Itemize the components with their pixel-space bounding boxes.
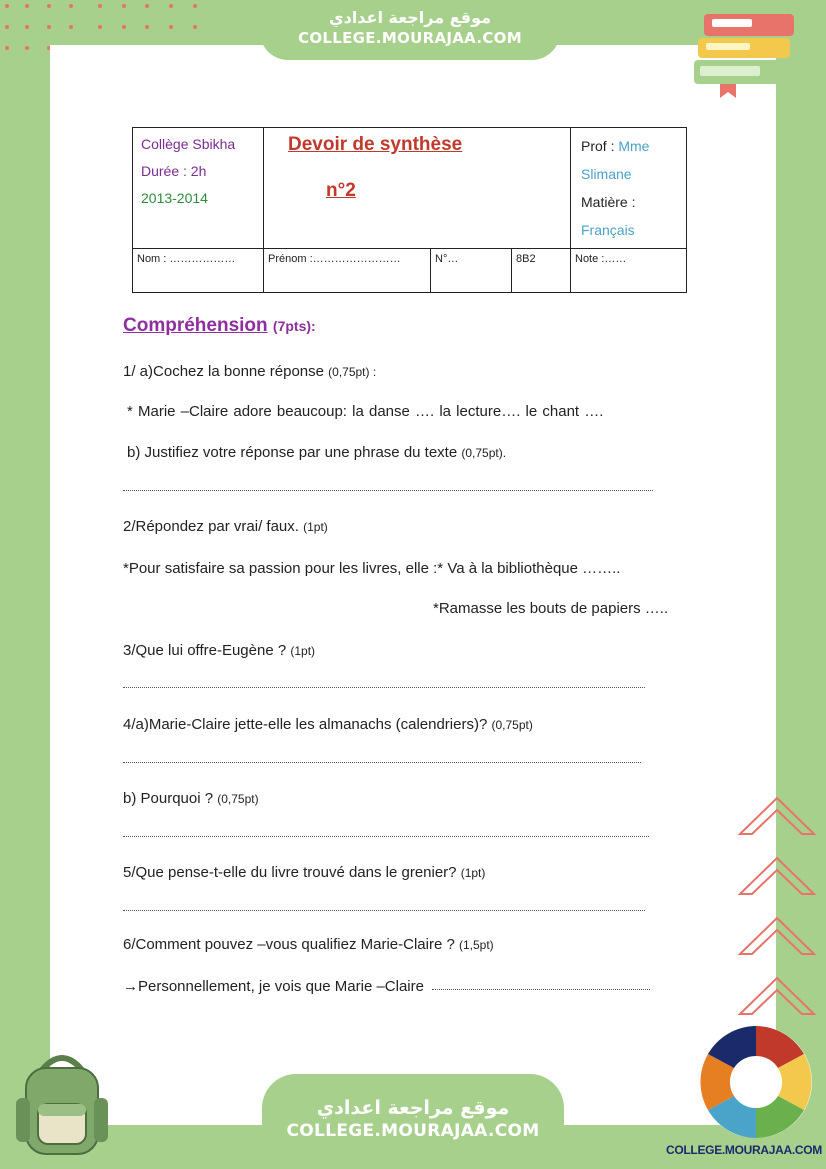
answer-line[interactable]	[123, 835, 649, 837]
question-2-line-2: *Ramasse les bouts de papiers …..	[433, 600, 669, 617]
title-cell	[264, 128, 571, 249]
name-field[interactable]: Nom : ………………	[133, 249, 264, 293]
chevron-up-icon	[734, 912, 820, 972]
question-5	[123, 864, 485, 881]
question-5-points: (1pt)	[460, 866, 486, 880]
logo-caption: COLLEGE.MOURAJAA.COM	[666, 1143, 823, 1157]
answer-line[interactable]	[123, 761, 641, 763]
section-points: (7pts):	[272, 318, 316, 334]
top-banner	[260, 0, 560, 60]
firstname-field[interactable]: Prénom :……………………	[264, 249, 431, 293]
prof-name: Mme Slimane	[581, 138, 650, 182]
question-1a-points: (0,75pt) :	[328, 365, 377, 379]
question-4b	[123, 790, 259, 807]
question-4b-text: b) Pourquoi ?	[123, 790, 214, 807]
question-1b-points: (0,75pt).	[461, 446, 507, 460]
question-3	[123, 642, 315, 659]
question-6	[123, 936, 494, 953]
banner-url[interactable]: COLLEGE.MOURAJAA.COM	[286, 1121, 540, 1141]
college-logo-icon	[694, 1022, 818, 1140]
school-info-cell	[133, 128, 264, 249]
bottom-banner	[262, 1074, 564, 1169]
number-field[interactable]: N°…	[431, 249, 512, 293]
question-4a-text: 4/a)Marie-Claire jette-elle les almanachs (calendriers)?	[123, 716, 488, 733]
prof-label: Prof :	[581, 138, 615, 154]
question-2-line-1: *Pour satisfaire sa passion pour les livres, elle :* Va à la bibliothèque ……..	[123, 560, 621, 577]
section-title-text: Compréhension	[123, 315, 268, 336]
question-6-text: 6/Comment pouvez –vous qualifiez Marie-Claire ?	[123, 936, 455, 953]
duration: Durée : 2h	[141, 163, 207, 179]
answer-line[interactable]	[123, 489, 653, 491]
section-title	[123, 315, 316, 337]
question-5-text: 5/Que pense-t-elle du livre trouvé dans le grenier?	[123, 864, 457, 881]
answer-line[interactable]	[123, 909, 645, 911]
books-icon	[690, 8, 802, 98]
question-6-answer-prompt: →Personnellement, je vois que Marie –Claire	[123, 978, 424, 995]
chevron-up-icon	[734, 852, 820, 912]
subject-name: Français	[581, 222, 635, 238]
question-2-text: 2/Répondez par vrai/ faux.	[123, 518, 299, 535]
class-field: 8B2	[512, 249, 571, 293]
question-2-points: (1pt)	[303, 520, 328, 534]
question-1b-text: b) Justifiez votre réponse par une phrase du texte	[127, 444, 458, 461]
banner-url[interactable]: COLLEGE.MOURAJAA.COM	[298, 29, 522, 47]
exam-number: n°2	[326, 180, 356, 201]
school-name: Collège Sbikha	[141, 136, 236, 152]
chevron-up-icon	[734, 792, 820, 852]
question-4a-points: (0,75pt)	[491, 718, 533, 732]
question-1a-text: 1/ a)Cochez la bonne réponse	[123, 363, 324, 380]
question-1a	[123, 363, 376, 380]
question-2	[123, 518, 328, 535]
teacher-cell	[571, 128, 687, 249]
answer-line[interactable]	[432, 988, 650, 990]
question-1a-options: * Marie –Claire adore beaucoup: la danse …. la lecture…. le chant ….	[127, 403, 604, 420]
question-4b-points: (0,75pt)	[217, 792, 259, 806]
question-1b	[127, 444, 506, 461]
banner-arabic-title: موقع مراجعة اعدادي	[316, 1097, 510, 1119]
subject-label: Matière :	[581, 194, 636, 210]
question-3-text: 3/Que lui offre-Eugène ?	[123, 642, 287, 659]
school-year: 2013-2014	[141, 190, 208, 206]
banner-arabic-title: موقع مراجعة اعدادي	[328, 8, 492, 27]
question-3-points: (1pt)	[290, 644, 316, 658]
exam-title: Devoir de synthèse	[288, 134, 463, 155]
answer-line[interactable]	[123, 686, 645, 688]
question-4a	[123, 716, 533, 733]
header-table	[132, 127, 687, 293]
backpack-icon	[12, 1050, 112, 1158]
question-6-points: (1,5pt)	[459, 938, 494, 952]
grade-field[interactable]: Note :……	[571, 249, 687, 293]
